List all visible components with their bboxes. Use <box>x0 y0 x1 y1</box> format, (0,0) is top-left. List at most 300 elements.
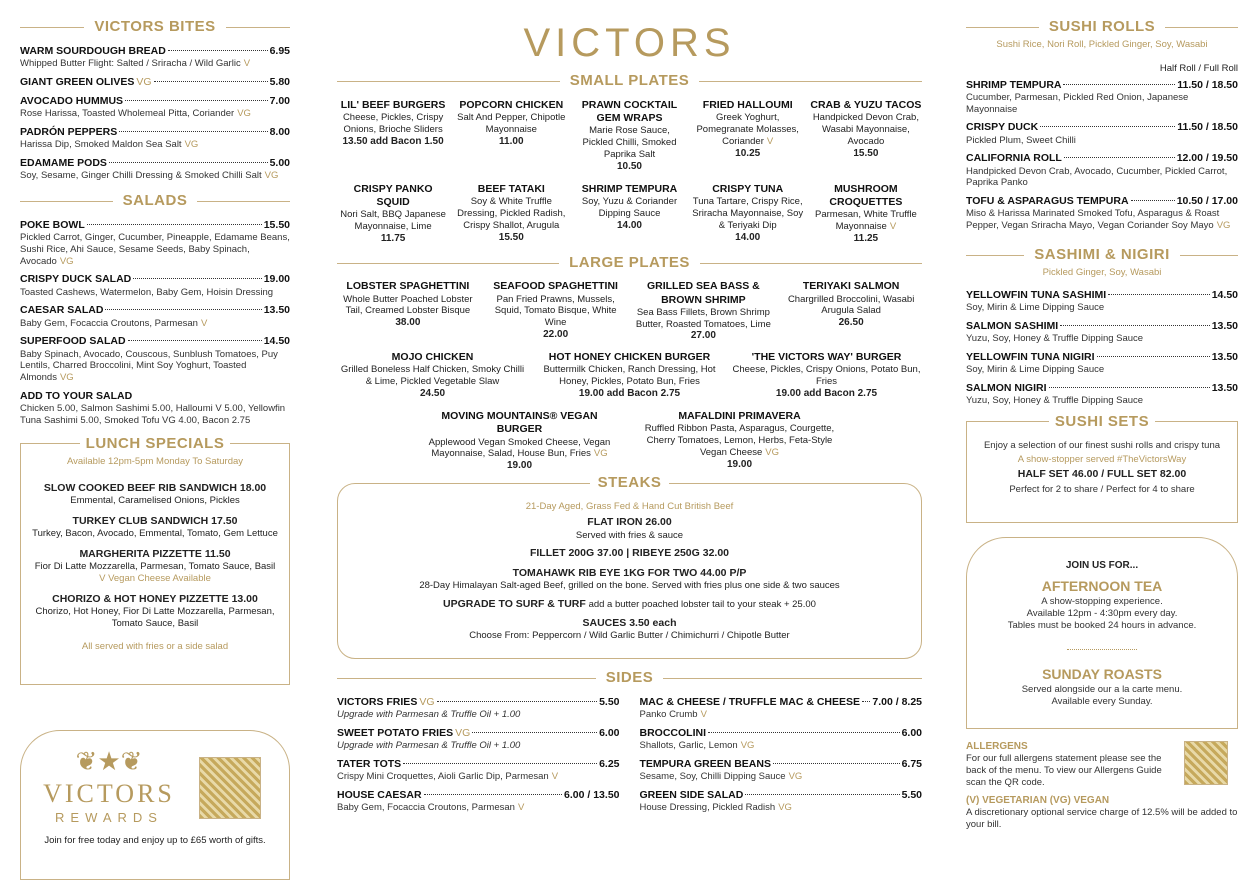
dotted-leader <box>1108 294 1210 295</box>
lunch-item <box>31 593 279 630</box>
menu-item-name: EDAMAME PODS <box>20 156 107 169</box>
salad-addon-text: Chicken 5.00, Salmon Sashimi 5.00, Halloumi V 5.00, Yellowfin Tuna Sashimi 5.00, Smoked Tofu VG 4.00, Bacon 2.75 <box>20 403 286 427</box>
dotted-leader <box>128 340 262 341</box>
menu-item-name: AVOCADO HUMMUS <box>20 94 124 107</box>
plate-item <box>485 280 627 343</box>
sunday-roasts-title: SUNDAY ROASTS <box>1042 666 1162 683</box>
plate-price: 19.00 add Bacon 2.75 <box>578 387 681 399</box>
large-plates-row-3 <box>337 410 922 473</box>
plate-item <box>810 183 922 246</box>
plate-price: 10.50 <box>616 160 642 172</box>
menu-item-price: 8.00 <box>269 125 290 138</box>
menu-item-price: 14.50 <box>1211 288 1238 301</box>
menu-item-row <box>966 382 1238 395</box>
sushi-rolls-title: SUSHI ROLLS <box>1048 18 1156 35</box>
menu-item-price: 14.50 <box>263 335 290 348</box>
laurel-star-icon: ❦★❦ <box>75 746 143 776</box>
menu-item-name-tag: VG <box>419 695 435 708</box>
menu-item-desc-text: Baby Gem, Focaccia Croutons, Parmesan <box>337 801 515 813</box>
sushi-sets-title: SUSHI SETS <box>1049 413 1155 432</box>
plate-price: 26.50 <box>838 317 864 329</box>
plate-desc-text: Tuna Tartare, Crispy Rice, Sriracha Mayonnaise, Soy & Teriyaki Dip <box>692 196 804 231</box>
dotted-leader <box>133 278 261 279</box>
dotted-leader <box>403 763 597 764</box>
menu-item-name: GREEN SIDE SALAD <box>639 788 744 801</box>
menu-item-row <box>20 76 290 89</box>
plate-diet-tag: V <box>889 221 897 233</box>
sushi-sets-tagline: A show-stopper served #TheVictorsWay <box>1017 454 1187 466</box>
bites-title: VICTORS BITES <box>94 18 216 35</box>
menu-item-row <box>966 79 1238 92</box>
menu-item-row <box>640 727 923 740</box>
menu-item-price: 6.00 / 13.50 <box>564 788 620 801</box>
plate-desc-text: Ruffled Ribbon Pasta, Asparagus, Courgette, Cherry Tomatoes, Lemon, Herbs, Feta-Style Vegan Cheese <box>644 423 835 459</box>
menu-item-desc-text: Yuzu, Soy, Honey & Truffle Dipping Sauce <box>966 394 1144 406</box>
menu-item-diet-tag: V <box>200 317 208 329</box>
menu-item <box>337 696 620 721</box>
menu-item-name: CRISPY DUCK <box>966 121 1039 134</box>
plate-desc-text: Whole Butter Poached Lobster Tail, Creamed Lobster Bisque <box>343 293 473 317</box>
dotted-leader <box>1040 126 1175 127</box>
menu-item-name: CALIFORNIA ROLL <box>966 152 1062 165</box>
lunch-item-desc: Emmental, Caramelised Onions, Pickles <box>70 494 240 506</box>
plate-desc-text: Salt And Pepper, Chipotle Mayonnaise <box>457 111 566 135</box>
menu-item-name-tag: VG <box>455 726 471 739</box>
menu-item-desc-text: Baby Gem, Focaccia Croutons, Parmesan <box>20 317 198 329</box>
lunch-item <box>31 515 279 540</box>
rewards-panel <box>20 730 290 880</box>
large-plates-row-2 <box>337 351 922 400</box>
menu-item-diet-tag: V <box>517 801 525 813</box>
menu-item-price: 11.50 / 18.50 <box>1177 78 1238 91</box>
menu-item-price: 13.50 <box>1211 319 1238 332</box>
plate-item <box>337 183 449 246</box>
menu-item <box>20 273 290 298</box>
menu-item-diet-tag: VG <box>788 770 803 782</box>
plate-desc-text: Greek Yoghurt, Pomegranate Molasses, Coriander <box>696 111 799 147</box>
plate-name: GRILLED SEA BASS & BROWN SHRIMP <box>646 280 760 306</box>
dotted-leader <box>745 794 899 795</box>
menu-item-desc <box>966 302 1238 314</box>
menu-item <box>966 289 1238 314</box>
dotted-leader <box>154 81 268 82</box>
plate-desc <box>425 437 615 461</box>
plate-price: 13.50 add Bacon 1.50 <box>342 135 444 147</box>
lunch-item-name: MARGHERITA PIZZETTE 11.50 <box>79 547 231 560</box>
dotted-leader <box>1060 325 1210 326</box>
allergens-section <box>966 741 1238 831</box>
menu-item-row <box>337 727 620 740</box>
flat-iron-name: FLAT IRON 26.00 <box>587 516 672 529</box>
menu-item-price: 6.75 <box>901 757 922 770</box>
menu-item-desc <box>337 771 620 783</box>
plate-desc <box>692 112 804 148</box>
plate-price: 14.00 <box>616 220 642 231</box>
plate-desc <box>645 423 835 459</box>
menu-item-desc <box>966 208 1238 232</box>
plate-price: 19.00 <box>726 459 753 470</box>
salads-title: SALADS <box>122 191 188 209</box>
menu-item <box>337 727 620 752</box>
lunch-specials-box <box>20 435 290 685</box>
dotted-leader <box>1097 356 1210 357</box>
menu-item-price: 7.00 / 8.25 <box>872 695 922 708</box>
plate-name: SHRIMP TEMPURA <box>581 183 678 196</box>
menu-item-desc-text: Miso & Harissa Marinated Smoked Tofu, Asparagus & Roast Pepper, Vegan Sriracha Mayo, Vegan Coriander Soy Mayo <box>966 208 1220 232</box>
menu-item-row <box>20 126 290 139</box>
rewards-qr-code[interactable] <box>199 757 261 819</box>
plate-price: 14.00 <box>735 231 761 243</box>
lunch-item-name: SLOW COOKED BEEF RIB SANDWICH 18.00 <box>43 481 267 494</box>
menu-item-desc <box>20 349 290 385</box>
plate-price: 27.00 <box>690 330 716 342</box>
menu-item-name: CRISPY DUCK SALAD <box>20 273 132 286</box>
menu-item <box>20 45 290 70</box>
menu-item-price: 13.50 <box>263 304 290 317</box>
plate-desc <box>337 209 449 233</box>
steaks-box <box>337 473 922 659</box>
menu-item-desc <box>640 802 923 814</box>
menu-item-row <box>20 95 290 108</box>
plate-price: 24.50 <box>419 387 446 399</box>
plate-name: HOT HONEY CHICKEN BURGER <box>548 350 711 363</box>
small-plates-header <box>337 72 922 91</box>
lunch-item-note: V Vegan Cheese Available <box>99 572 211 584</box>
plate-desc <box>633 307 775 331</box>
plate-name: LOBSTER SPAGHETTINI <box>346 280 470 293</box>
menu-item-diet-tag: VG <box>237 108 251 119</box>
menu-item-price: 6.95 <box>269 44 290 57</box>
plate-item <box>337 99 449 173</box>
plate-item <box>573 99 685 173</box>
menu-item-name: GIANT GREEN OLIVES <box>20 75 135 88</box>
menu-item-name: TATER TOTS <box>337 757 402 770</box>
plate-desc <box>573 125 685 161</box>
tomahawk-name: TOMAHAWK RIB EYE 1KG FOR TWO 44.00 P/P <box>512 566 747 579</box>
menu-item-name: TOFU & ASPARAGUS TEMPURA <box>966 195 1129 208</box>
plate-desc-text: Parmesan, White Truffle Mayonnaise <box>815 209 917 233</box>
plate-item <box>633 280 775 343</box>
menu-item-desc-text: Cucumber, Parmesan, Pickled Red Onion, Japanese Mayonnaise <box>966 91 1189 115</box>
menu-item-desc-text: Sesame, Soy, Chilli Dipping Sauce <box>639 770 786 782</box>
menu-item-name: SHRIMP TEMPURA <box>966 78 1062 91</box>
menu-item-desc-text: House Dressing, Pickled Radish <box>639 801 776 813</box>
steak-sauces <box>350 617 909 642</box>
menu-item-price: 12.00 / 19.50 <box>1176 152 1238 165</box>
sides-left-list <box>337 696 620 820</box>
sunday-roasts-desc-1: Served alongside our a la carte menu. <box>1021 683 1183 695</box>
menu-item-name: VICTORS FRIES <box>337 695 418 708</box>
service-charge-text: A discretionary optional service charge of 12.5% will be added to your bill. <box>966 807 1238 831</box>
menu-item-price: 6.25 <box>599 757 620 770</box>
sides-grid <box>337 696 922 820</box>
salads-list <box>20 219 290 385</box>
dotted-leader <box>109 162 268 163</box>
menu-item-desc <box>640 740 923 752</box>
large-plates-title: LARGE PLATES <box>569 253 690 271</box>
plate-desc <box>731 364 922 388</box>
plate-item <box>810 99 922 173</box>
menu-item-desc <box>337 709 620 721</box>
menu-item-price: 5.50 <box>599 695 620 708</box>
fillet-ribeye-name: FILLET 200G 37.00 | RIBEYE 250G 32.00 <box>529 547 730 560</box>
menu-item-price: 11.50 / 18.50 <box>1177 121 1238 134</box>
menu-item-price: 6.00 <box>599 726 620 739</box>
plate-price: 15.50 <box>853 147 879 159</box>
sushi-sets-share: Perfect for 2 to share / Perfect for 4 to share <box>1009 484 1195 496</box>
plate-name: MUSHROOM CROQUETTES <box>829 183 903 209</box>
menu-item-price: 15.50 <box>263 218 290 231</box>
menu-item-desc-text: Handpicked Devon Crab, Avocado, Cucumber, Pickled Carrot, Paprika Panko <box>966 165 1228 189</box>
menu-item <box>640 727 923 752</box>
menu-item <box>20 95 290 120</box>
plate-desc-text: Soy, Yuzu & Coriander Dipping Sauce <box>581 196 678 220</box>
plate-item <box>337 351 528 400</box>
menu-item-name: SALMON NIGIRI <box>966 381 1047 394</box>
sunday-roasts-desc-2: Available every Sunday. <box>1051 695 1153 707</box>
plate-name: CRISPY PANKO SQUID <box>353 183 433 209</box>
plate-name: LIL' BEEF BURGERS <box>340 98 446 111</box>
sushi-size-label: Half Roll / Full Roll <box>1159 62 1238 74</box>
plate-desc-text: Buttermilk Chicken, Ranch Dressing, Hot Honey, Pickles, Potato Bun, Fries <box>543 364 716 387</box>
menu-item-desc <box>20 108 290 120</box>
menu-item-row <box>20 335 290 348</box>
menu-item-desc-text: Rose Harissa, Toasted Wholemeal Pitta, Coriander <box>20 108 235 119</box>
dotted-leader <box>125 100 268 101</box>
plate-desc-text: Chargrilled Broccolini, Wasabi Arugula Salad <box>787 293 915 317</box>
menu-item-diet-tag: VG <box>184 139 199 150</box>
menu-item-desc-text: Whipped Butter Flight: Salted / Sriracha / Wild Garlic <box>20 57 241 69</box>
menu-item-price: 10.50 / 17.00 <box>1176 195 1238 208</box>
menu-item-desc <box>640 709 923 721</box>
plate-desc <box>485 294 627 330</box>
menu-item-desc <box>966 135 1238 147</box>
menu-item <box>966 121 1238 146</box>
steaks-subtitle: 21-Day Aged, Grass Fed & Hand Cut British Beef <box>525 500 734 512</box>
menu-item-desc <box>20 139 290 151</box>
lunch-footer: All served with fries or a side salad <box>81 641 229 653</box>
plate-desc-text: Cheese, Pickles, Crispy Onions, Brioche Sliders <box>342 111 444 135</box>
plate-name: POPCORN CHICKEN <box>459 98 564 111</box>
menu-item-row <box>20 273 290 286</box>
menu-item-diet-tag: VG <box>264 170 279 181</box>
menu-item-name: SUPERFOOD SALAD <box>20 335 126 348</box>
menu-item-desc <box>337 802 620 814</box>
menu-item-name-tag: VG <box>136 75 152 88</box>
menu-item-row <box>20 45 290 58</box>
dotted-leader <box>119 131 267 132</box>
menu-item <box>20 126 290 151</box>
menu-item <box>337 758 620 783</box>
plate-desc-text: Applewood Vegan Smoked Cheese, Vegan Mayonnaise, Salad, House Bun, Fries <box>428 436 611 460</box>
menu-item-desc-text: Panko Crumb <box>639 708 698 720</box>
menu-item-diet-tag: VG <box>59 372 74 384</box>
plate-desc <box>337 112 449 136</box>
small-plates-grid <box>337 99 922 246</box>
menu-item-row <box>966 195 1238 208</box>
plate-desc <box>810 209 922 233</box>
dotted-leader <box>1049 387 1210 388</box>
lunch-header <box>31 435 279 454</box>
plate-desc <box>573 196 685 220</box>
dotted-leader <box>1063 84 1175 85</box>
dotted-leader <box>105 309 261 310</box>
plate-price: 19.00 add Bacon 2.75 <box>775 387 878 399</box>
menu-item-desc-text: Soy, Sesame, Ginger Chilli Dressing & Smoked Chilli Salt <box>20 170 262 181</box>
menu-item-row <box>337 789 620 802</box>
sauces-desc: Choose From: Peppercorn / Wild Garlic Butter / Chimichurri / Chipotle Butter <box>469 630 790 642</box>
menu-item-row <box>640 789 923 802</box>
menu-item <box>20 304 290 329</box>
plate-item <box>692 99 804 173</box>
plate-price: 10.25 <box>735 147 761 159</box>
plate-name: MOVING MOUNTAINS® VEGAN BURGER <box>441 410 598 436</box>
plate-price: 11.25 <box>853 233 879 245</box>
dotted-leader <box>1064 157 1175 158</box>
menu-item-desc <box>20 287 290 299</box>
menu-item-desc-text: Harissa Dip, Smoked Maldon Sea Salt <box>20 139 182 150</box>
menu-item-row <box>640 758 923 771</box>
menu-item-desc-text: Pickled Plum, Sweet Chilli <box>966 134 1076 146</box>
left-column <box>20 0 290 685</box>
allergens-text: For our full allergens statement please see the back of the menu. To view our Allergens Guide scan the QR code. <box>966 753 1162 788</box>
sashimi-subtitle: Pickled Ginger, Soy, Wasabi <box>1042 266 1162 278</box>
plate-desc <box>780 294 922 318</box>
menu-item <box>20 335 290 384</box>
afternoon-tea-desc-3: Tables must be booked 24 hours in advance. <box>1007 619 1197 631</box>
right-column <box>966 0 1238 831</box>
plate-item <box>573 183 685 246</box>
plate-price: 11.00 <box>499 135 524 147</box>
plate-price: 22.00 <box>543 329 569 341</box>
dotted-leader <box>708 732 900 733</box>
sides-right-list <box>640 696 923 820</box>
steak-surf-turf <box>350 598 909 612</box>
plate-name: SEAFOOD SPAGHETTINI <box>493 280 618 293</box>
menu-item-name: WARM SOURDOUGH BREAD <box>20 44 166 57</box>
sushi-rolls-subtitle: Sushi Rice, Nori Roll, Pickled Ginger, Soy, Wasabi <box>996 38 1208 50</box>
sauces-name: SAUCES 3.50 each <box>582 617 677 629</box>
surf-turf-desc: add a butter poached lobster tail to your steak + 25.00 <box>588 598 816 610</box>
menu-item-diet-tag: VG <box>740 739 755 751</box>
plate-name: TERIYAKI SALMON <box>802 280 900 293</box>
salad-addons <box>20 390 290 427</box>
dotted-leader <box>437 701 598 702</box>
rewards-brand: VICTORS <box>43 778 175 808</box>
plate-price: 19.00 <box>506 460 533 472</box>
menu-item-desc <box>966 92 1238 116</box>
menu-item-desc <box>640 771 923 783</box>
lunch-title: LUNCH SPECIALS <box>80 435 231 454</box>
allergens-legend: (V) VEGETARIAN (VG) VEGAN <box>966 794 1110 806</box>
plate-item <box>425 410 615 473</box>
join-us-box <box>966 537 1238 729</box>
lunch-list <box>31 482 279 630</box>
menu-item-name: MAC & CHEESE / TRUFFLE MAC & CHEESE <box>639 695 861 708</box>
menu-item-row <box>966 320 1238 333</box>
rewards-sub: REWARDS <box>55 810 163 825</box>
sushi-rolls-header <box>966 18 1238 37</box>
menu-item-desc <box>966 395 1238 407</box>
menu-item <box>20 219 290 268</box>
plate-desc-text: Marie Rose Sauce, Pickled Chilli, Smoked Paprika Salt <box>582 125 677 160</box>
bites-list <box>20 45 290 182</box>
plate-desc-text: Handpicked Devon Crab, Wasabi Mayonnaise, Avocado <box>812 111 919 147</box>
menu-item-desc-text: Upgrade with Parmesan & Truffle Oil + 1.00 <box>337 739 521 751</box>
plate-item <box>337 280 479 343</box>
allergens-qr-code[interactable] <box>1184 741 1228 785</box>
lunch-item-desc: Turkey, Bacon, Avocado, Emmental, Tomato, Gem Lettuce <box>32 527 278 539</box>
rewards-text: Join for free today and enjoy up to £65 worth of gifts. <box>44 835 266 846</box>
sides-header <box>337 669 922 688</box>
plate-name: PRAWN COCKTAIL GEM WRAPS <box>581 98 678 124</box>
menu-item-desc-text: Pickled Carrot, Ginger, Cucumber, Pineapple, Edamame Beans, Sushi Rice, Ahi Sauce, Sesame Seeds, Baby Spinach, Avocado <box>20 231 290 267</box>
plate-desc <box>534 364 725 388</box>
sushi-rolls-list <box>966 79 1238 233</box>
menu-item-price: 5.80 <box>269 75 290 88</box>
menu-item-row <box>337 758 620 771</box>
menu-item-row <box>20 304 290 317</box>
menu-item-price: 19.00 <box>263 273 290 286</box>
sushi-sets-header <box>977 413 1227 432</box>
dotted-leader <box>87 224 262 225</box>
afternoon-tea-title: AFTERNOON TEA <box>1041 578 1163 595</box>
menu-item <box>337 789 620 814</box>
tomahawk-desc: 28-Day Himalayan Salt-aged Beef, grilled on the bone. Served with fries plus one side & two sauces <box>419 579 840 591</box>
salad-addon-title: ADD TO YOUR SALAD <box>20 390 133 403</box>
join-heading: JOIN US FOR... <box>1065 559 1139 571</box>
plate-diet-tag: VG <box>593 448 608 460</box>
plate-item <box>534 351 725 400</box>
plate-desc <box>337 294 479 318</box>
menu-item-row <box>966 152 1238 165</box>
sushi-sets-desc: Enjoy a selection of our finest sushi rolls and crispy tuna <box>983 439 1221 451</box>
plate-desc-text: Nori Salt, BBQ Japanese Mayonnaise, Lime <box>340 209 446 233</box>
dotted-leader <box>472 732 597 733</box>
plate-item <box>780 280 922 343</box>
menu-item <box>966 152 1238 189</box>
plate-name: CRAB & YUZU TACOS <box>810 98 922 111</box>
dotted-leader <box>773 763 900 764</box>
menu-item-price: 13.50 <box>1211 381 1238 394</box>
allergens-title: ALLERGENS <box>966 740 1028 752</box>
lunch-item-name: CHORIZO & HOT HONEY PIZZETTE 13.00 <box>52 592 258 605</box>
menu-item-price: 6.00 <box>901 726 922 739</box>
menu-item-row <box>966 121 1238 134</box>
plate-desc-text: Soy & White Truffle Dressing, Pickled Radish, Crispy Shallot, Arugula <box>457 196 566 231</box>
menu-item-desc <box>966 333 1238 345</box>
menu-item-name: YELLOWFIN TUNA SASHIMI <box>966 288 1107 301</box>
large-plates-row-1 <box>337 280 922 343</box>
afternoon-tea-desc-2: Available 12pm - 4:30pm every day. <box>1026 607 1178 619</box>
dotted-leader <box>168 50 268 51</box>
menu-item-desc-text: Soy, Mirin & Lime Dipping Sauce <box>966 363 1105 375</box>
menu-item <box>640 758 923 783</box>
menu-item-name: YELLOWFIN TUNA NIGIRI <box>966 350 1095 363</box>
menu-item <box>966 79 1238 116</box>
menu-item-diet-tag: VG <box>1216 220 1231 232</box>
lunch-item-desc: Fior Di Latte Mozzarella, Parmesan, Tomato Sauce, Basil <box>34 560 276 572</box>
plate-item <box>731 351 922 400</box>
flat-iron-desc: Served with fries & sauce <box>575 529 684 541</box>
menu-item-row <box>20 219 290 232</box>
steaks-title: STEAKS <box>590 474 670 493</box>
plate-desc <box>455 196 567 232</box>
surf-turf-name: UPGRADE TO SURF & TURF <box>443 597 586 610</box>
menu-item-row <box>966 289 1238 302</box>
plate-desc-text: Sea Bass Fillets, Brown Shrimp Butter, Roasted Tomatoes, Lime <box>635 306 771 330</box>
menu-item-desc-text: Soy, Mirin & Lime Dipping Sauce <box>966 301 1105 313</box>
